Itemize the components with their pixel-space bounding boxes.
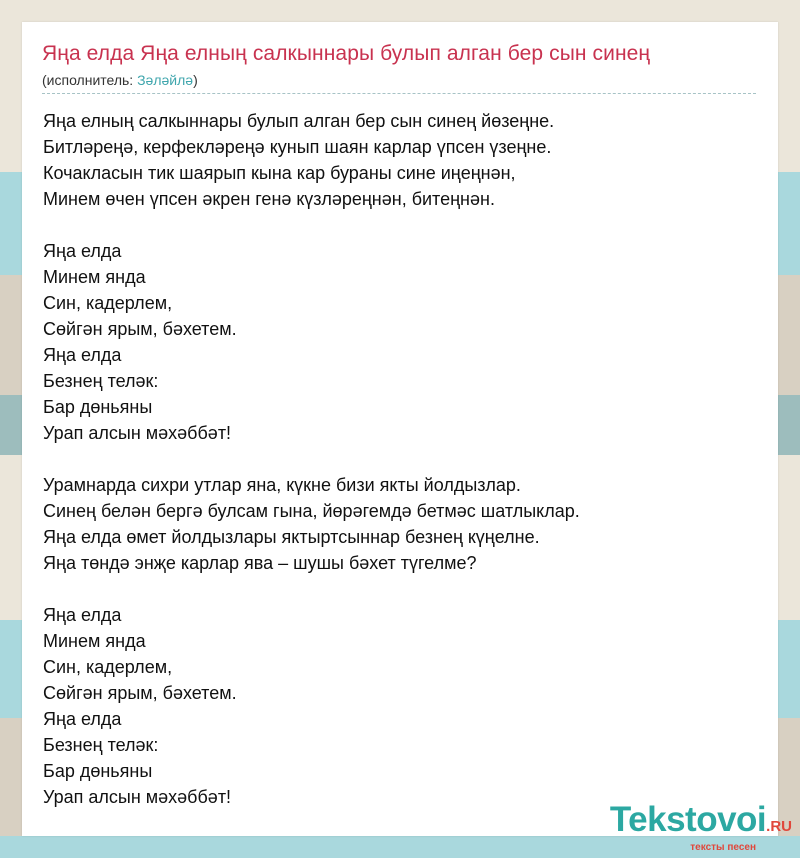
lyrics-line: Урап алсын мәхәббәт! [43, 423, 232, 443]
lyrics-stanza [43, 108, 743, 212]
lyrics-line: Синең белән бергә булсам гына, йөрәгемдә бетмәс шатлыклар. [43, 501, 580, 521]
lyrics-line: Безнең теләк: [43, 735, 159, 755]
lyrics-line: Бар дөньяны [43, 761, 153, 781]
lyrics-line: Минем өчен үпсен әкрен генә күзләреңнән, битеңнән. [43, 189, 495, 209]
title-divider [42, 93, 756, 94]
lyrics-stanza [43, 472, 743, 576]
lyrics-body [43, 108, 743, 836]
lyrics-line: Яңа елда өмет йолдызлары яктыртсыннар безнең күңелне. [43, 527, 540, 547]
lyrics-line: Яңа төндә энҗе карлар ява – шушы бәхет түгелме? [43, 553, 477, 573]
lyrics-line: Яңа елда [43, 605, 122, 625]
lyrics-line: Минем янда [43, 631, 146, 651]
logo-tagline: тексты песен [690, 842, 756, 853]
logo-wordmark [610, 802, 792, 845]
lyrics-stanza [43, 238, 743, 446]
lyrics-card [22, 22, 778, 836]
song-title: Яңа елда Яңа елның салкыннары булып алган бер сын синең [42, 42, 651, 65]
lyrics-line: Бар дөньяны [43, 397, 153, 417]
lyrics-line: Яңа елда [43, 241, 122, 261]
lyrics-line: Яңа елның салкыннары булып алган бер сын синең йөзеңне. [43, 111, 555, 131]
lyrics-line: Урамнарда сихри утлар яна, күкне бизи якты йолдызлар. [43, 475, 521, 495]
lyrics-line: Безнең теләк: [43, 371, 159, 391]
lyrics-line: Битләреңә, керфекләреңә кунып шаян карлар үпсен үзеңне. [43, 137, 552, 157]
logo-tld: .RU [766, 818, 792, 835]
lyrics-line: Кочакласын тик шаярып кына кар бураны сине иңеңнән, [43, 163, 516, 183]
lyrics-line: Яңа елда [43, 709, 122, 729]
logo-name: Tekstovoi [609, 800, 767, 839]
lyrics-line: Син, кадерлем, [43, 657, 173, 677]
lyrics-line: Яңа елда [43, 345, 122, 365]
lyrics-stanza [43, 602, 743, 810]
site-logo[interactable] [610, 802, 792, 854]
performer-link[interactable]: Зәләйлә [137, 72, 194, 88]
performer-close: ) [193, 72, 198, 88]
lyrics-line: Син, кадерлем, [43, 293, 173, 313]
performer-line [42, 72, 198, 88]
lyrics-line: Сөйгән ярым, бәхетем. [43, 319, 237, 339]
lyrics-line: Сөйгән ярым, бәхетем. [43, 683, 237, 703]
lyrics-line: Урап алсын мәхәббәт! [43, 787, 232, 807]
performer-label: (исполнитель: [42, 72, 138, 88]
lyrics-line: Минем янда [43, 267, 146, 287]
